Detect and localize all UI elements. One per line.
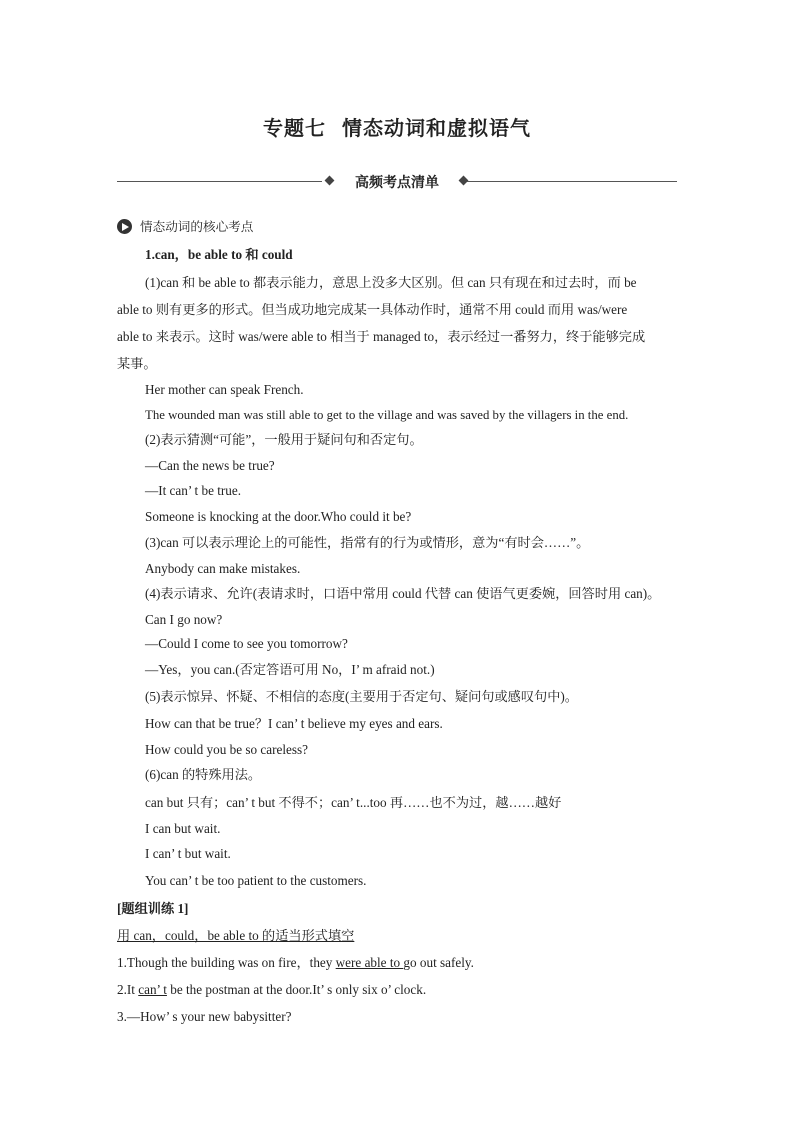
example-line: Her mother can speak French.: [145, 382, 304, 397]
body-line: can but 只有；can’ t but 不得不；can’ t...too 再……也不为过，越……越好: [145, 795, 562, 810]
body-line: (5)表示惊异、怀疑、不相信的态度(主要用于否定句、疑问句或感叹句中)。: [145, 689, 578, 704]
exercise-header: [题组训练 1]: [117, 901, 189, 916]
heading-can-be-able-to: 1.can，be able to 和 could: [145, 247, 293, 262]
example-line: Anybody can make mistakes.: [145, 561, 301, 576]
example-line: Can I go now?: [145, 612, 223, 627]
body-line: able to 则有更多的形式。但当成功地完成某一具体动作时，通常不用 could 而用 was/were: [117, 302, 628, 317]
body-line: (3)can 可以表示理论上的可能性，指常有的行为或情形，意为“有时会……”。: [145, 535, 590, 550]
title-part1: 专题七: [263, 116, 326, 140]
example-line: I can but wait.: [145, 821, 221, 836]
page-title: [0, 112, 794, 141]
section-divider: [117, 172, 677, 192]
title-part2: 情态动词和虚拟语气: [342, 116, 531, 140]
example-line: The wounded man was still able to get to the village and was saved by the villagers in the end.: [145, 408, 629, 422]
body-line: (2)表示猜测“可能”，一般用于疑问句和否定句。: [145, 432, 423, 447]
example-line: Someone is knocking at the door.Who could it be?: [145, 509, 412, 524]
section-label: 高频考点清单: [355, 175, 439, 191]
exercise-instruction: 用 can，could，be able to 的适当形式填空: [117, 928, 355, 943]
body-line: 某事。: [117, 356, 157, 371]
example-line: —Yes，you can.(否定答语可用 No，I’ m afraid not.): [145, 662, 435, 677]
example-line: —It can’ t be true.: [145, 483, 242, 498]
exercise-question-1: 1.Though the building was on fire，they were able to go out safely.: [117, 955, 474, 970]
example-line: How could you be so careless?: [145, 742, 308, 757]
answer-blank-1: were able to: [335, 955, 404, 970]
example-line: I can’ t but wait.: [145, 846, 231, 861]
example-line: —Could I come to see you tomorrow?: [145, 636, 348, 651]
example-line: You can’ t be too patient to the customers.: [145, 873, 367, 888]
example-line: —Can the news be true?: [145, 458, 275, 473]
body-line: able to 来表示。这时 was/were able to 相当于 managed to，表示经过一番努力，终于能够完成: [117, 329, 646, 344]
example-line: How can that be true？I can’ t believe my eyes and ears.: [145, 716, 443, 731]
topic-label: 情态动词的核心考点: [140, 219, 254, 234]
body-line: (4)表示请求、允许(表请求时，口语中常用 could 代替 can 使语气更委婉，回答时用 can)。: [145, 586, 661, 601]
exercise-question-3: 3.—How’ s your new babysitter?: [117, 1009, 292, 1024]
answer-blank-2: can’ t: [138, 982, 167, 997]
divider-line-right: [467, 181, 677, 182]
body-line: (6)can 的特殊用法。: [145, 767, 262, 782]
exercise-question-2: 2.It can’ t be the postman at the door.It’ s only six o’ clock.: [117, 982, 427, 997]
play-circle-icon: [117, 219, 132, 234]
divider-line-left: [117, 181, 322, 182]
diamond-icon: [325, 176, 335, 186]
body-line: (1)can 和 be able to 都表示能力，意思上没多大区别。但 can 只有现在和过去时，而 be: [145, 275, 637, 290]
